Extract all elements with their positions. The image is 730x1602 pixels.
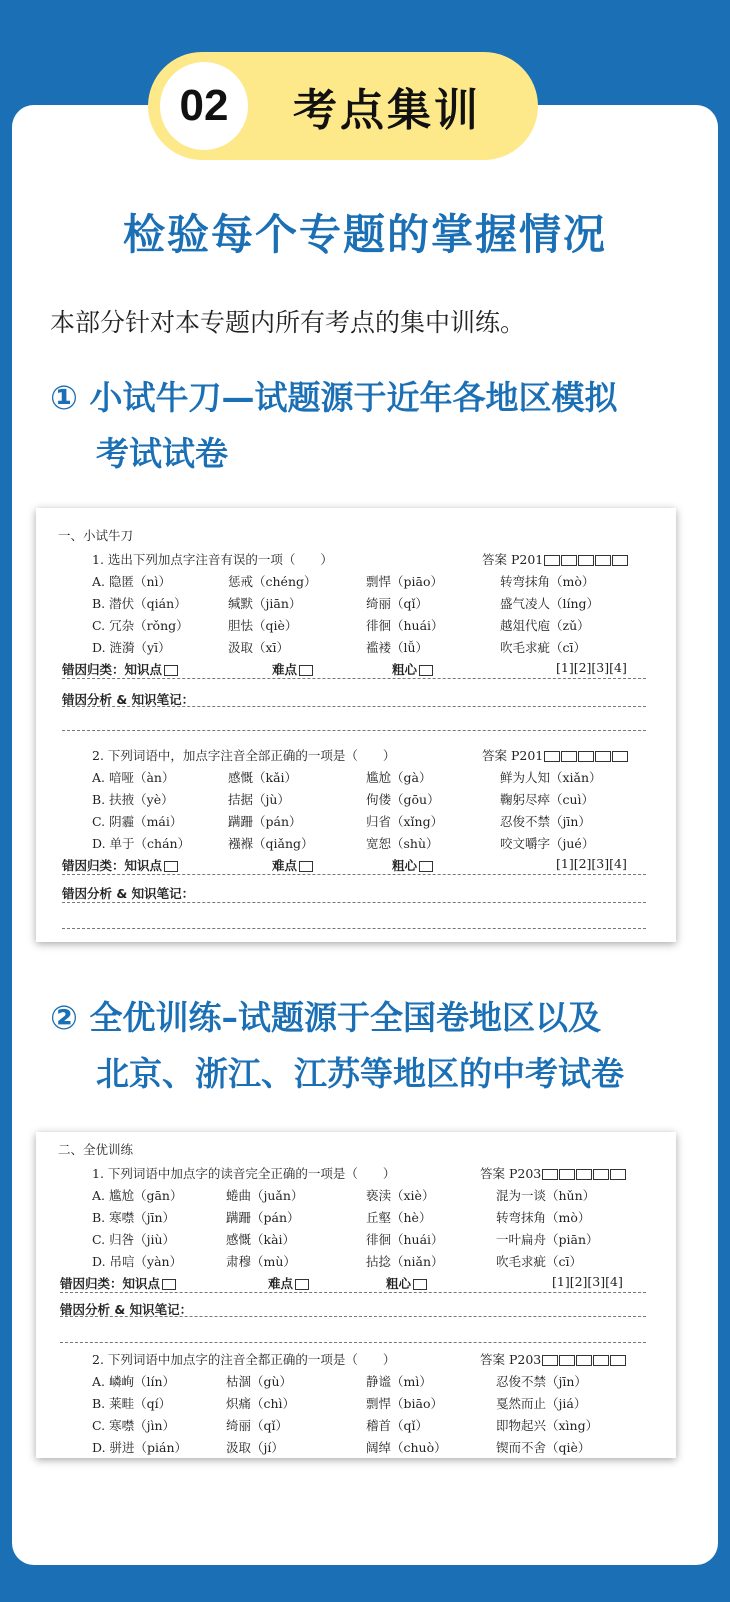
sheet1-q2-option-d: D. 单于（chán） <box>92 836 191 851</box>
sheet1-q1-answer: 答案 P201 <box>482 550 628 568</box>
sheet2-q1-option-a-4: 混为一谈（hǔn） <box>496 1188 596 1203</box>
sheet1-q2-option-b: B. 扶掖（yè） <box>92 792 174 807</box>
section2-title <box>50 990 624 1102</box>
divider <box>62 678 646 679</box>
sheet2-q1-option-d-2: 肃穆（mù） <box>226 1254 296 1269</box>
sheet1-heading: 一、小试牛刀 <box>58 528 134 543</box>
sheet1-q1-option-d-2: 汲取（xī） <box>228 640 290 655</box>
sheet2-q1-option-c: C. 归咎（jiù） <box>92 1232 175 1247</box>
sheet2-q1-levels: [1][2][3][4] <box>552 1274 623 1289</box>
badge-number: 02 <box>160 62 248 150</box>
sheet2-q1-option-c-3: 徘徊（huái） <box>366 1232 444 1247</box>
sheet1-q1-option-a: A. 隐匿（nì） <box>92 574 172 589</box>
sheet2-q2-option-a-4: 忍俊不禁（jīn） <box>496 1374 587 1389</box>
sheet2-q1-option-c-2: 感慨（kài） <box>226 1232 296 1247</box>
sheet2-q2-option-c-3: 稽首（qǐ） <box>366 1418 428 1433</box>
sheet2-q1-answer: 答案 P203 <box>480 1164 626 1182</box>
divider <box>60 1342 646 1343</box>
sheet2-q2-option-b-4: 戛然而止（jiá） <box>496 1396 587 1411</box>
sheet1-q1-careless: 粗心 <box>392 660 433 678</box>
sheet2-q2-option-d: D. 骈进（pián） <box>92 1440 188 1455</box>
sheet1-q2-option-c: C. 阴霾（mái） <box>92 814 183 829</box>
exercise-sheet-2 <box>36 1132 676 1458</box>
sheet1-q1-option-a-4: 转弯抹角（mò） <box>500 574 595 589</box>
sheet1-q1-option-d-3: 褴褛（lǚ） <box>366 640 429 655</box>
section1-number: ① <box>50 378 78 417</box>
sheet2-q1-stem: 1. 下列词语中加点字的读音完全正确的一项是（ ） <box>92 1166 396 1181</box>
sheet2-q1-option-d-4: 吹毛求疵（cī） <box>496 1254 582 1269</box>
sheet1-q2-difficulty: 难点 <box>272 856 313 874</box>
sheet2-q1-careless: 粗心 <box>386 1274 427 1292</box>
intro-text: 本部分针对本专题内所有考点的集中训练。 <box>50 308 526 337</box>
sheet2-q2-option-c-2: 绮丽（qǐ） <box>226 1418 288 1433</box>
sheet2-q2-option-b-2: 炽痛（chì） <box>226 1396 296 1411</box>
sheet2-q1-analysis: 错因分析 & 知识笔记： <box>60 1302 193 1317</box>
divider <box>62 928 646 929</box>
sheet1-q2-err-class: 错因归类：知识点 <box>62 856 178 874</box>
sheet1-q2-option-d-3: 宽恕（shù） <box>366 836 439 851</box>
sheet2-q2-answer: 答案 P203 <box>480 1350 626 1368</box>
sheet2-q2-option-c-4: 即物起兴（xìng） <box>496 1418 599 1433</box>
sheet1-q1-analysis: 错因分析 & 知识笔记： <box>62 692 195 707</box>
sheet2-q2-option-a: A. 嶙峋（lín） <box>92 1374 176 1389</box>
sheet2-q2-stem: 2. 下列词语中加点字的注音全都正确的一项是（ ） <box>92 1352 396 1367</box>
sheet1-q1-option-b-2: 缄默（jiān） <box>228 596 302 611</box>
sheet1-q2-option-a-2: 感慨（kǎi） <box>228 770 298 785</box>
sheet1-q1-difficulty: 难点 <box>272 660 313 678</box>
sheet2-q1-err-class: 错因归类：知识点 <box>60 1274 176 1292</box>
sheet1-q2-option-a-4: 鲜为人知（xiǎn） <box>500 770 602 785</box>
sheet2-q1-option-b: B. 寒噤（jīn） <box>92 1210 176 1225</box>
sheet2-q1-difficulty: 难点 <box>268 1274 309 1292</box>
sheet1-q2-option-b-3: 佝偻（gōu） <box>366 792 440 807</box>
section2-number: ② <box>50 998 78 1037</box>
sheet1-q1-stem: 1. 选出下列加点字注音有误的一项（ ） <box>92 552 333 567</box>
sheet1-q1-option-b-4: 盛气凌人（líng） <box>500 596 600 611</box>
section2-line2: 北京、浙江、江苏等地区的中考试卷 <box>96 1054 624 1093</box>
sheet1-q2-option-c-2: 蹒跚（pán） <box>228 814 302 829</box>
sheet1-q2-option-d-4: 咬文嚼字（jué） <box>500 836 595 851</box>
sheet1-q2-analysis: 错因分析 & 知识笔记： <box>62 886 195 901</box>
sheet2-q1-option-d-3: 拈捻（niǎn） <box>366 1254 444 1269</box>
sheet2-q1-option-a-3: 亵渎（xiè） <box>366 1188 435 1203</box>
sheet2-q2-option-d-4: 锲而不舍（qiè） <box>496 1440 591 1455</box>
sheet2-q1-option-b-4: 转弯抹角（mò） <box>496 1210 591 1225</box>
sheet2-q2-option-d-3: 阔绰（chuò） <box>366 1440 447 1455</box>
sheet1-q1-option-c: C. 冗杂（rǒng） <box>92 618 189 633</box>
sheet2-q2-option-b: B. 莱畦（qí） <box>92 1396 172 1411</box>
sheet1-q2-option-b-2: 拮据（jù） <box>228 792 290 807</box>
divider <box>62 874 646 875</box>
sheet1-q2-levels: [1][2][3][4] <box>556 856 627 871</box>
divider <box>62 706 646 707</box>
sheet1-q2-option-a: A. 喑哑（àn） <box>92 770 175 785</box>
sheet1-q1-option-a-2: 惩戒（chéng） <box>228 574 317 589</box>
page-title: 检验每个专题的掌握情况 <box>122 210 607 259</box>
sheet1-q2-option-c-3: 归省（xǐng） <box>366 814 444 829</box>
sheet2-heading: 二、全优训练 <box>58 1142 134 1157</box>
sheet1-q1-err-class: 错因归类：知识点 <box>62 660 178 678</box>
section1-title <box>50 370 617 482</box>
sheet2-q1-option-b-2: 蹒跚（pán） <box>226 1210 300 1225</box>
sheet1-q2-stem: 2. 下列词语中，加点字注音全部正确的一项是（ ） <box>92 748 396 763</box>
sheet1-q1-option-c-4: 越俎代庖（zǔ） <box>500 618 590 633</box>
exercise-sheet-1 <box>36 508 676 942</box>
sheet1-q1-option-d: D. 涟漪（yī） <box>92 640 171 655</box>
sheet2-q1-option-b-3: 丘壑（hè） <box>366 1210 432 1225</box>
sheet2-q2-option-c: C. 寒噤（jìn） <box>92 1418 175 1433</box>
sheet2-q1-option-d: D. 吊唁（yàn） <box>92 1254 183 1269</box>
badge-title: 考点集训 <box>293 85 481 136</box>
divider <box>60 1316 646 1317</box>
divider <box>60 1292 646 1293</box>
sheet1-q1-option-a-3: 剽悍（piāo） <box>366 574 443 589</box>
sheet1-q1-option-b-3: 绮丽（qǐ） <box>366 596 428 611</box>
sheet2-q2-option-a-2: 枯涸（gù） <box>226 1374 293 1389</box>
section1-line2: 考试试卷 <box>96 434 228 473</box>
sheet1-q2-option-c-4: 忍俊不禁（jīn） <box>500 814 591 829</box>
divider <box>62 730 646 731</box>
sheet1-q2-answer: 答案 P201 <box>482 746 628 764</box>
sheet2-q2-option-d-2: 汲取（jí） <box>226 1440 284 1455</box>
sheet2-q2-option-a-3: 静谧（mì） <box>366 1374 432 1389</box>
sheet1-q2-option-b-4: 鞠躬尽瘁（cuì） <box>500 792 595 807</box>
sheet2-q1-option-a: A. 尴尬（gān） <box>92 1188 183 1203</box>
sheet1-q1-option-c-3: 徘徊（huái） <box>366 618 444 633</box>
sheet1-q1-option-d-4: 吹毛求疵（cī） <box>500 640 586 655</box>
section2-line1: 全优训练–试题源于全国卷地区以及 <box>89 998 601 1037</box>
sheet2-q1-option-c-4: 一叶扁舟（piān） <box>496 1232 599 1247</box>
section1-line1: 小试牛刀—试题源于近年各地区模拟 <box>89 378 618 417</box>
sheet1-q2-option-d-2: 襁褓（qiǎng） <box>228 836 314 851</box>
sheet2-q1-option-a-2: 蜷曲（juǎn） <box>226 1188 304 1203</box>
sheet1-q1-option-c-2: 胆怯（qiè） <box>228 618 298 633</box>
sheet1-q2-careless: 粗心 <box>392 856 433 874</box>
sheet1-q2-option-a-3: 尴尬（gà） <box>366 770 432 785</box>
sheet1-q1-levels: [1][2][3][4] <box>556 660 627 675</box>
sheet1-q1-option-b: B. 潜伏（qián） <box>92 596 187 611</box>
sheet2-q2-option-b-3: 剽悍（biāo） <box>366 1396 443 1411</box>
divider <box>62 902 646 903</box>
